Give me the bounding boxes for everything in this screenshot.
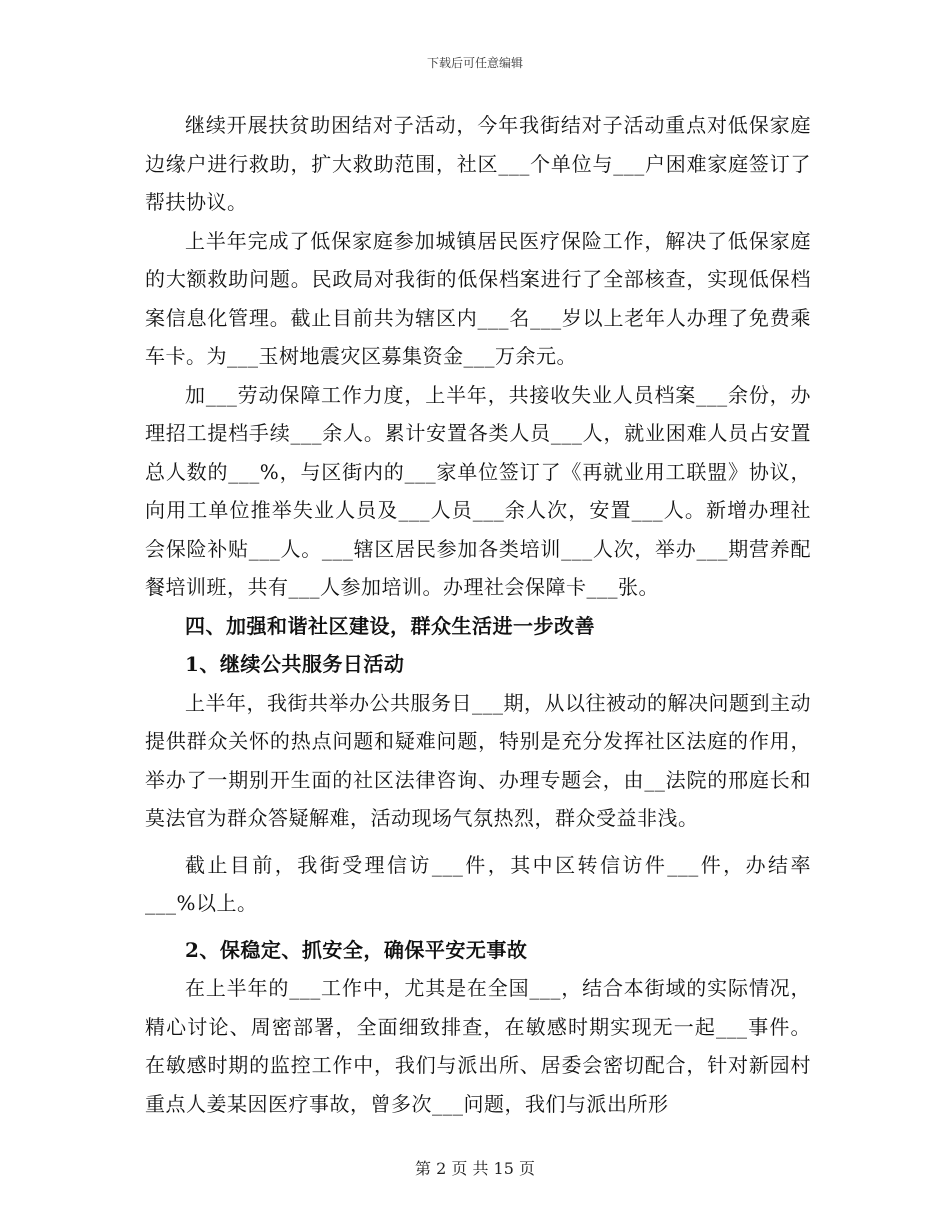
- page-header: 下载后可任意编辑: [426, 56, 523, 70]
- paragraph-petitions: 截止目前，我街受理信访___件，其中区转信访件___件，办结率___%以上。: [145, 852, 811, 915]
- paragraph-labor-security: 加___劳动保障工作力度，上半年，共接收失业人员档案___余份，办理招工提档手续___余人。累计安置各类人员___人，就业困难人员占安置总人数的___%，与区街内的___家单位签订了《再就业用工联盟》协议，向用工单位推举失业人员及___人员___余人次，安置___人。新增办理社会保险补贴___人。___辖区居民参加各类培训___人次，举办___期营养配餐培训班，共有___人参加培训。办理社会保障卡___张。: [145, 382, 811, 599]
- paragraph-public-service-day: 上半年，我街共举办公共服务日___期，从以往被动的解决问题到主动提供群众关怀的热点问题和疑难问题，特别是充分发挥社区法庭的作用，举办了一期别开生面的社区法律咨询、办理专题会，由__法院的邢庭长和莫法官为群众答疑解难，活动现场气氛热烈，群众受益非浅。: [145, 690, 811, 830]
- subheading-stability-safety: 2、保稳定、抓安全，确保平安无事故: [185, 937, 528, 962]
- document-body: [145, 106, 811, 1123]
- section-heading-4: 四、加强和谐社区建设，群众生活进一步改善: [185, 613, 595, 638]
- page-number: 第 2 页 共 15 页: [415, 1159, 535, 1178]
- paragraph-stability-safety: 在上半年的___工作中，尤其是在全国___，结合本街域的实际情况，精心讨论、周密部署，全面细致排查，在敏感时期实现无一起___事件。在敏感时期的监控工作中，我们与派出所、居委会密切配合，针对新园村重点人姜某因医疗事故，曾多次___问题，我们与派出所形: [145, 976, 811, 1116]
- paragraph-assistance: 继续开展扶贫助困结对子活动，今年我街结对子活动重点对低保家庭边缘户进行救助，扩大救助范围，社区___个单位与___户困难家庭签订了帮扶协议。: [145, 113, 811, 214]
- paragraph-medical-insurance: 上半年完成了低保家庭参加城镇居民医疗保险工作，解决了低保家庭的大额救助问题。民政局对我街的低保档案进行了全部核查，实现低保档案信息化管理。截止目前共为辖区内___名___岁以上老年人办理了免费乘车卡。为___玉树地震灾区募集资金___万余元。: [145, 228, 811, 368]
- subheading-public-service-day: 1、继续公共服务日活动: [185, 652, 405, 676]
